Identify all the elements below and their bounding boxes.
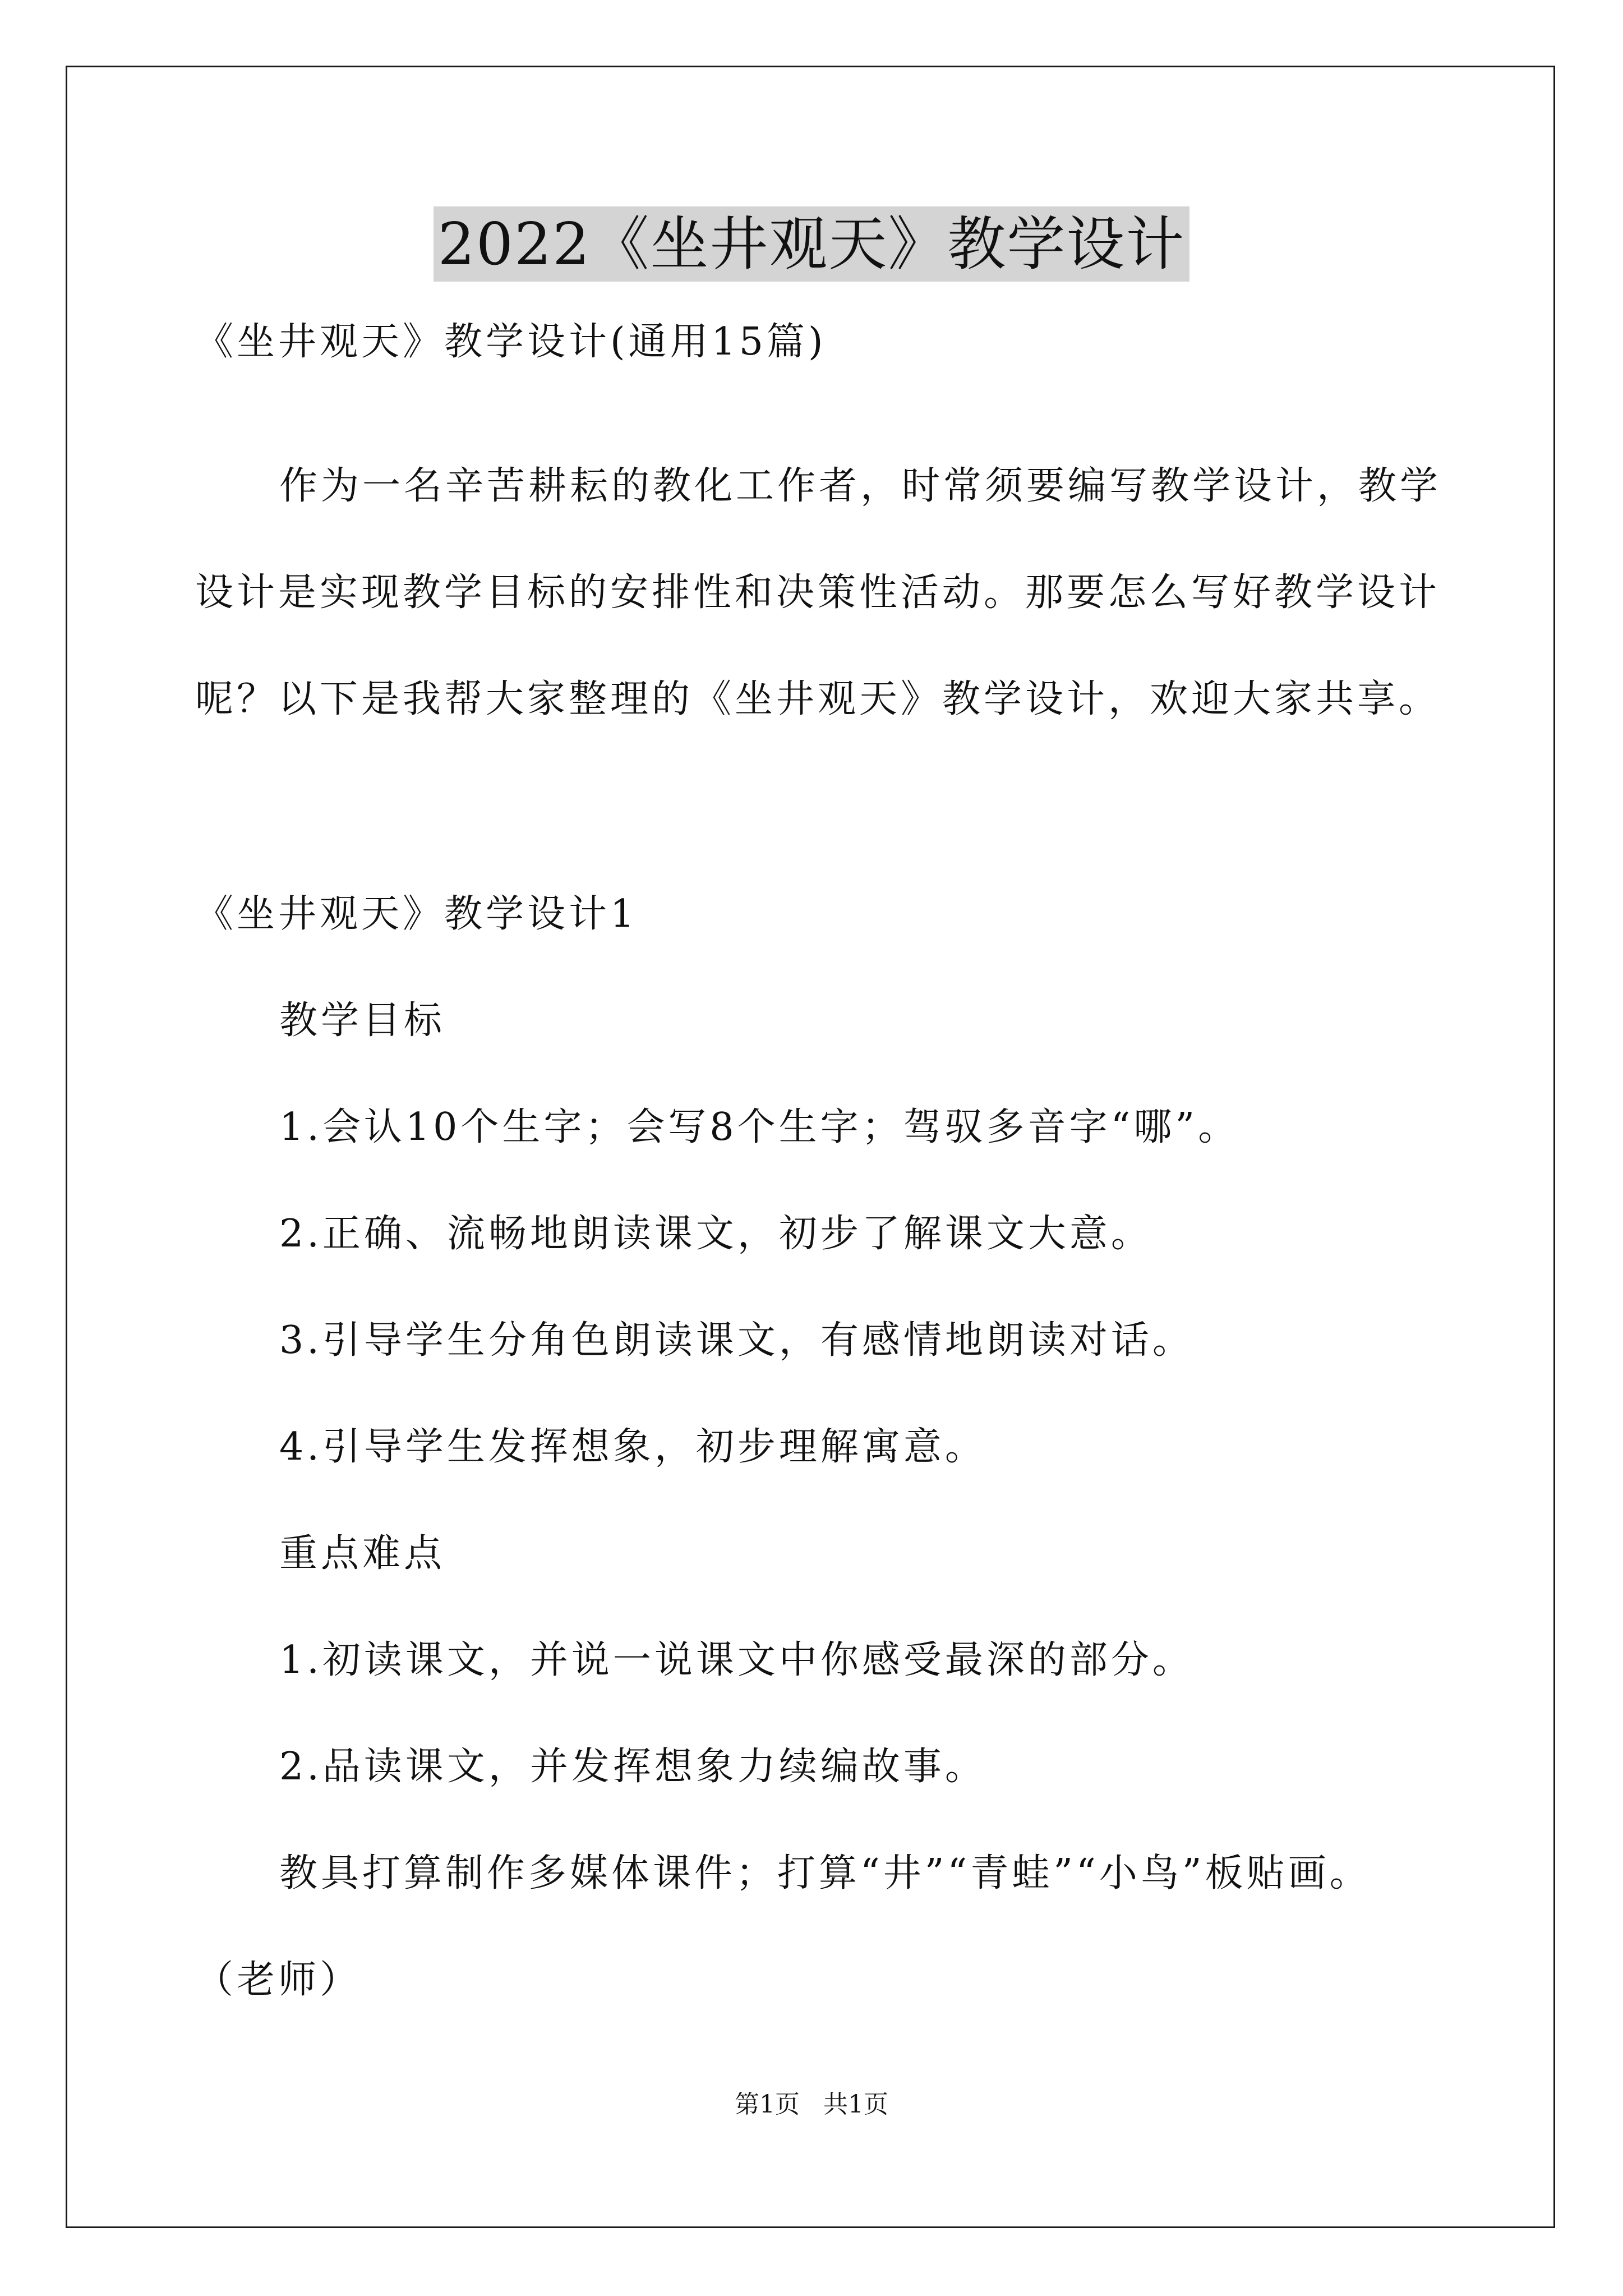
title-container [0, 206, 1623, 282]
tools-line: 教具打算制作多媒体课件；打算“井”“青蛙”“小鸟”板贴画。 [279, 1851, 1371, 1895]
objective-item: 4.引导学生发挥想象，初步理解寓意。 [279, 1425, 986, 1469]
intro-line-3: 呢？以下是我帮大家整理的《坐井观天》教学设计，欢迎大家共享。 [195, 677, 1441, 721]
difficulty-item: 1.初读课文，并说一说课文中你感受最深的部分。 [279, 1638, 1194, 1682]
difficulty-heading: 重点难点 [279, 1531, 446, 1576]
objective-item: 3.引导学生分角色朗读课文，有感情地朗读对话。 [279, 1318, 1194, 1363]
intro-line-1: 作为一名辛苦耕耘的教化工作者，时常须要编写教学设计，教学 [279, 464, 1442, 508]
objectives-heading: 教学目标 [279, 999, 446, 1043]
document-subtitle: 《坐井观天》教学设计(通用15篇) [195, 320, 827, 364]
tools-note: （老师） [195, 1958, 362, 2002]
intro-line-2: 设计是实现教学目标的安排性和决策性活动。那要怎么写好教学设计 [195, 570, 1441, 615]
objective-item: 1.会认10个生字；会写8个生字；驾驭多音字“哪”。 [279, 1105, 1240, 1149]
page-footer: 第1页 共1页 [735, 2090, 888, 2119]
objective-item: 2.正确、流畅地朗读课文，初步了解课文大意。 [279, 1212, 1152, 1256]
section-heading: 《坐井观天》教学设计1 [195, 892, 638, 936]
document-title: 2022《坐井观天》教学设计 [434, 206, 1190, 282]
difficulty-item: 2.品读课文，并发挥想象力续编故事。 [279, 1745, 986, 1789]
